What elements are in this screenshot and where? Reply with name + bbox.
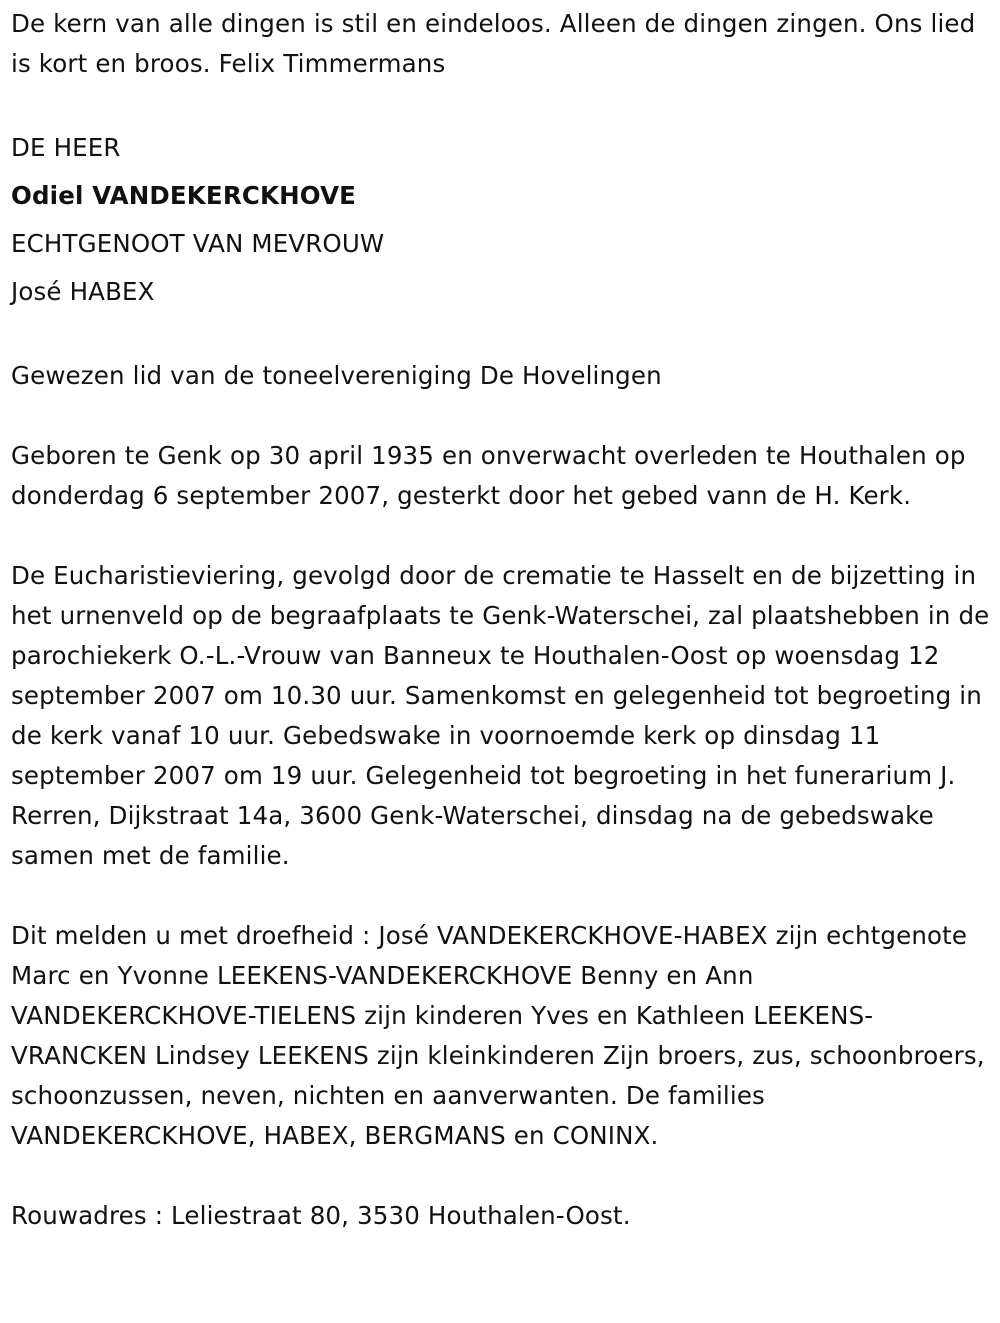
- address-text: Rouwadres : Leliestraat 80, 3530 Houthalen-Oost.: [11, 1201, 631, 1230]
- birth-death-text: Geboren te Genk op 30 april 1935 en onverwacht overleden te Houthalen op donderdag 6 september 2007, gesterkt door het gebed vann de H. Kerk.: [11, 441, 966, 510]
- spacer: [11, 516, 995, 556]
- spacer: [11, 396, 995, 436]
- salutation: DE HEER: [11, 133, 121, 162]
- spouse-label: ECHTGENOOT VAN MEVROUW: [11, 229, 385, 258]
- deceased-name: Odiel VANDEKERCKHOVE: [11, 181, 357, 210]
- announcement-text: Dit melden u met droefheid : José VANDEKERCKHOVE-HABEX zijn echtgenote Marc en Yvonne LEEKENS-VANDEKERCKHOVE Benny en Ann VANDEKERCKHOVE-TIELENS zijn kinderen Yves en Kathleen LEEKENS-VRANCKEN Lindsey LEEKENS zijn kleinkinderen Zijn broers, zus, schoonbroers, schoonzussen, neven, nichten en aanverwanten. De families VANDEKERCKHOVE, HABEX, BERGMANS en CONINX.: [11, 921, 985, 1150]
- spacer: [11, 84, 995, 124]
- opening-quote: De kern van alle dingen is stil en eindeloos. Alleen de dingen zingen. Ons lied is kort en broos. Felix Timmermans: [11, 9, 976, 78]
- spacer: [11, 1156, 995, 1196]
- obituary-document: [11, 4, 995, 1236]
- membership-text: Gewezen lid van de toneelvereniging De Hovelingen: [11, 361, 662, 390]
- ceremony-text: De Eucharistieviering, gevolgd door de crematie te Hasselt en de bijzetting in het urnenveld op de begraafplaats te Genk-Waterschei, zal plaatshebben in de parochiekerk O.-L.-Vrouw van Banneux te Houthalen-Oost op woensdag 12 september 2007 om 10.30 uur. Samenkomst en gelegenheid tot begroeting in de kerk vanaf 10 uur. Gebedswake in voornoemde kerk op dinsdag 11 september 2007 om 19 uur. Gelegenheid tot begroeting in het funerarium J. Rerren, Dijkstraat 14a, 3600 Genk-Waterschei, dinsdag na de gebedswake samen met de familie.: [11, 561, 990, 870]
- spouse-name: José HABEX: [11, 277, 155, 306]
- spacer: [11, 316, 995, 356]
- deceased-block: [11, 124, 995, 316]
- spacer: [11, 876, 995, 916]
